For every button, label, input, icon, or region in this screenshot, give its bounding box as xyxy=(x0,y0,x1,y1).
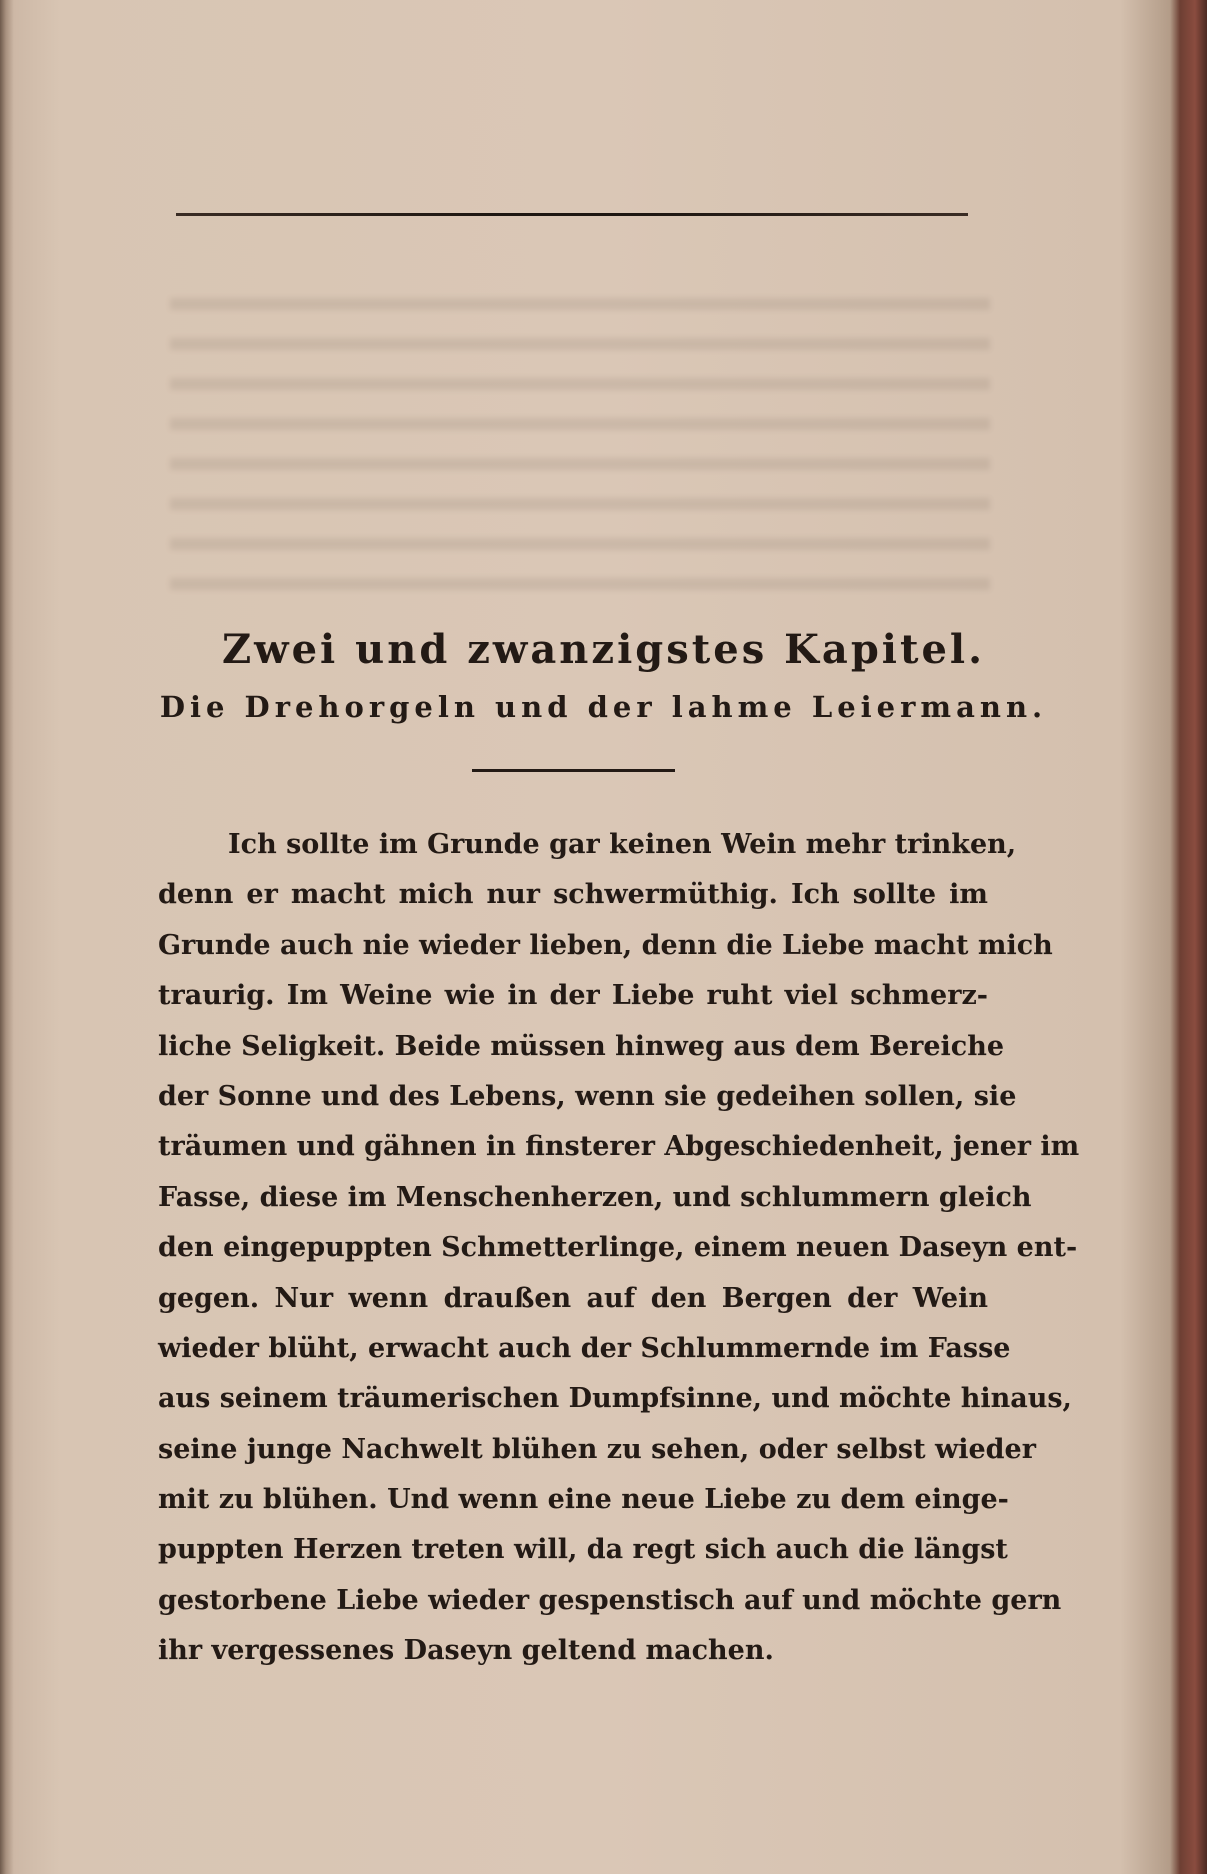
text-line: traurig. Im Weine wie in der Liebe ruht viel schmerz- xyxy=(158,980,988,1012)
text-line: Fasse, diese im Menschenherzen, und schlummern gleich xyxy=(158,1181,1032,1213)
text-line: gegen. Nur wenn draußen auf den Bergen der Wein xyxy=(158,1282,988,1314)
text-line: aus seinem träumerischen Dumpfsinne, und möchte hinaus, xyxy=(158,1383,1072,1415)
chapter-subtitle: Die Drehorgeln und der lahme Leiermann. xyxy=(159,690,1048,724)
text-line: ihr vergessenes Daseyn geltend machen. xyxy=(158,1635,774,1667)
text-line: mit zu blühen. Und wenn eine neue Liebe zu dem einge- xyxy=(158,1484,1009,1516)
text-line: gestorbene Liebe wieder gespenstisch auf und möchte gern xyxy=(158,1584,1062,1616)
text-line: den eingepuppten Schmetterlinge, einem neuen Daseyn ent- xyxy=(158,1232,1078,1264)
text-line: der Sonne und des Lebens, wenn sie gedeihen sollen, sie xyxy=(158,1080,1017,1112)
chapter-body xyxy=(158,820,1080,1677)
text-line: Ich sollte im Grunde gar keinen Wein mehr trinken, xyxy=(228,829,1017,860)
text-line: Grunde auch nie wieder lieben, denn die Liebe macht mich xyxy=(158,929,1053,961)
text-line: seine junge Nachwelt blühen zu sehen, oder selbst wieder xyxy=(158,1433,1036,1465)
chapter-title: Zwei und zwanzigstes Kapitel. xyxy=(221,626,986,673)
text-line: liche Seligkeit. Beide müssen hinweg aus dem Bereiche xyxy=(158,1030,1005,1062)
header-rule xyxy=(176,213,968,216)
text-line: wieder blüht, erwacht auch der Schlummernde im Fasse xyxy=(158,1332,1011,1364)
text-line: denn er macht mich nur schwermüthig. Ich sollte im xyxy=(158,879,988,911)
text-line: träumen und gähnen in finsterer Abgeschiedenheit, jener im xyxy=(158,1131,1080,1163)
section-divider xyxy=(472,769,675,772)
bleed-through-text xyxy=(170,270,990,600)
text-line: puppten Herzen treten will, da regt sich auch die längst xyxy=(158,1534,1008,1566)
